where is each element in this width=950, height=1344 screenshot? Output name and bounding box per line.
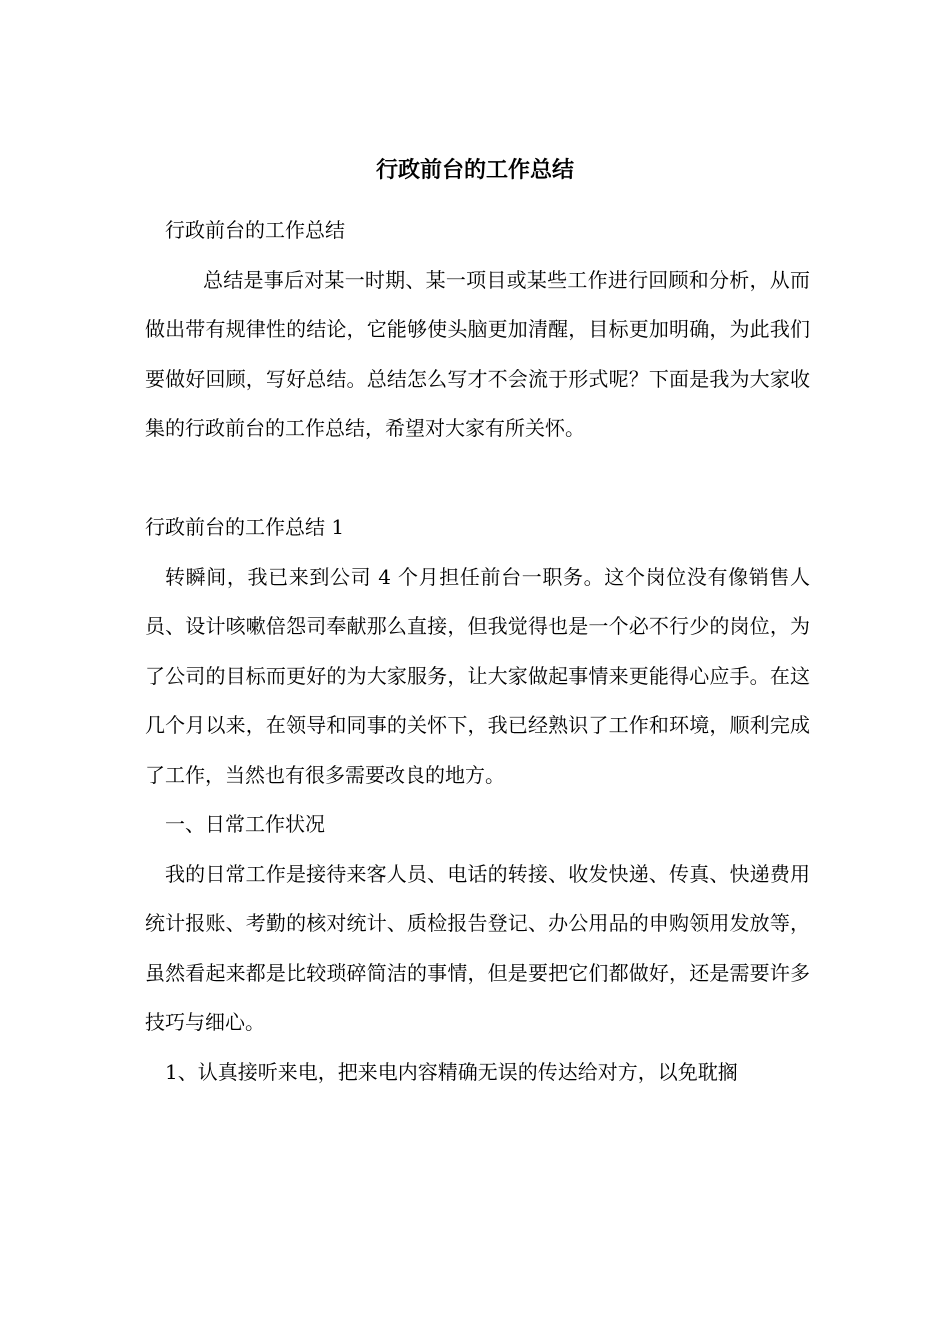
list-item: 1、认真接听来电，把来电内容精确无误的传达给对方，以免耽搁 (165, 1059, 738, 1084)
section-paragraph: 我的日常工作是接待来客人员、电话的转接、收发快递、传真、快递费用统计报账、考勤的核对统计、质检报告登记、办公用品的申购领用发放等，虽然看起来都是比较琐碎简洁的事情，但是要把它们都做好，还是需要许多技巧与细心。 (145, 861, 810, 1034)
section-heading: 行政前台的工作总结 1 (145, 515, 345, 539)
blank-line (145, 454, 810, 504)
intro-paragraph: 总结是事后对某一时期、某一项目或某些工作进行回顾和分析，从而做出带有规律性的结论，它能够使头脑更加清醒，目标更加明确，为此我们要做好回顾，写好总结。总结怎么写才不会流于形式呢？下面是我为大家收集的行政前台的工作总结，希望对大家有所关怀。 (145, 267, 810, 440)
section-paragraph: 转瞬间，我已来到公司 4 个月担任前台一职务。这个岗位没有像销售人员、设计咳嗽倍怨司奉献那么直接，但我觉得也是一个必不行少的岗位，为了公司的目标而更好的为大家服务，让大家做起事情来更能得心应手。在这几个月以来，在领导和同事的关怀下，我已经熟识了工作和环境，顺利完成了工作，当然也有很多需要改良的地方。 (145, 564, 810, 787)
document-body (145, 206, 810, 1097)
sub-heading: 一、日常工作状况 (165, 812, 325, 836)
document-subtitle: 行政前台的工作总结 (165, 218, 345, 242)
document-title: 行政前台的工作总结 (375, 157, 574, 183)
